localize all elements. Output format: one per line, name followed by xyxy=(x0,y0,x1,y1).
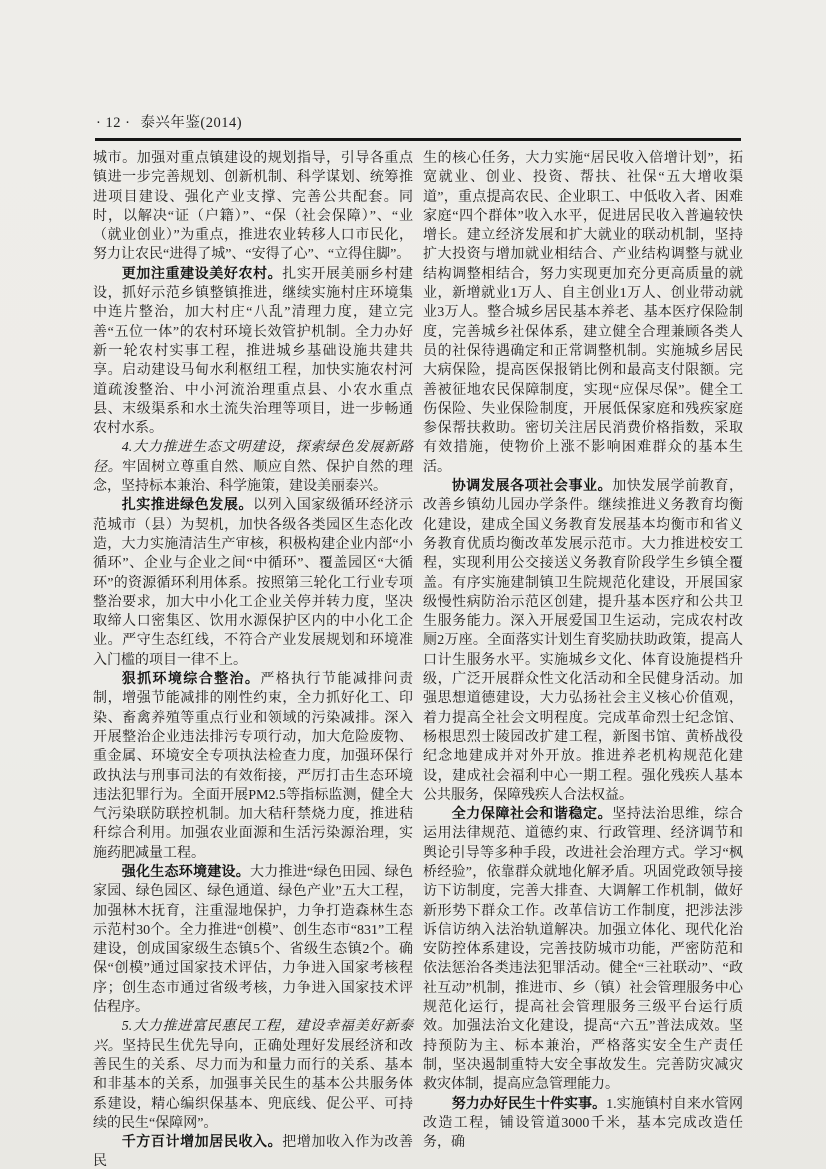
paragraph xyxy=(423,477,743,805)
paragraph xyxy=(423,1095,743,1153)
paragraph-text: 1.实施镇村自来水管网改造工程，铺设管道3000千米，基本完成改造任务，确 xyxy=(423,1096,744,1151)
paragraph xyxy=(93,670,413,863)
paragraph-text: 扎实开展美丽乡村建设，抓好示范乡镇整镇推进，继续实施村庄环境集中连片整治，加大村庄“八乱”清理力度，建立完善“五位一体”的农村环境长效管护机制。全力办好新一轮农村实事工程，推进城乡基础设施共建共享。启动建设马甸水利枢纽工程，加快实施农村河道疏浚整治、中小河流治理重点县、小农水重点县、末级渠系和水土流失治理等项目，进一步畅通农村水系。 xyxy=(93,266,414,437)
paragraph-lead: 千方百计增加居民收入。 xyxy=(121,1135,283,1151)
paragraph-lead: 狠抓环境综合整治。 xyxy=(121,672,261,688)
paragraph-lead: 扎实推进绿色发展。 xyxy=(121,498,254,514)
paragraph-text: 把增加收入作为改善民 xyxy=(93,1135,414,1169)
paragraph-text: 以列入国家级循环经济示范城市（县）为契机，加快各级各类园区生态化改造，大力实施清洁生产审核，积极构建企业内部“小循环”、企业与企业之间“中循环”、覆盖园区“大循环”的资源循环利用体系。按照第三轮化工行业专项整治要求，加大中小化工企业关停并转力度，坚决取缔人口密集区、饮用水源保护区内的中小化工企业。严守生态红线，不符合产业发展规划和环境准入门槛的项目一律不上。 xyxy=(93,498,414,668)
paragraph xyxy=(93,863,413,1017)
paragraph-text: 严格执行节能减排问责制，增强节能减排的刚性约束，全力抓好化工、印染、畜禽养殖等重点行业和领域的污染减排。深入开展整治企业违法排污专项行动，加大危险废物、重金属、环境安全专项执法检查力度，加强环保行政执法与刑事司法的有效衔接，严厉打击生态环境违法犯罪行为。全面开展PM2.5等指标监测，健全大气污染联防联控机制。加大秸秆禁烧力度，推进秸秆综合利用。加强农业面源和生活污染源治理，实施药肥减量工程。 xyxy=(93,672,413,861)
paragraph-lead: 5.大力推进富民惠民工程，建设幸福美好新泰兴。 xyxy=(93,1019,413,1054)
page-header xyxy=(96,111,242,132)
paragraph xyxy=(93,496,413,670)
right-column xyxy=(423,149,743,1169)
paragraph xyxy=(93,1017,413,1133)
paragraph-lead: 强化生态环境建设。 xyxy=(121,864,250,880)
paragraph-lead: 努力办好民生十件实事。 xyxy=(451,1096,607,1112)
paragraph-lead: 更加注重建设美好农村。 xyxy=(121,266,283,282)
paragraph-lead: 全力保障社会和谐稳定。 xyxy=(451,807,613,823)
paragraph xyxy=(423,805,743,1094)
page-body xyxy=(93,149,743,1169)
paragraph-lead: 协调发展各项社会事业。 xyxy=(451,479,613,495)
paragraph-text: 坚持法治思维，综合运用法律规范、道德约束、行政管理、经济调节和舆论引导等多种手段，改进社会治理方式。学习“枫桥经验”，依靠群众就地化解矛盾。巩固党政领导接访下访制度，完善大排查、大调解工作机制，做好新形势下群众工作。改革信访工作制度，把涉法涉诉信访纳入法治轨道解决。加强立体化、现代化治安防控体系建设，完善技防城市功能，严密防范和依法惩治各类违法犯罪活动。健全“三社联动”、“政社互动”机制，推进市、乡（镇）社会管理服务中心规范化运行，提高社会管理服务三级平台运行质效。加强法治文化建设，提高“六五”普法成效。坚持预防为主、标本兼治，严格落实安全生产责任制，坚决遏制重特大安全事故发生。完善防灾减灾救灾体制，提高应急管理能力。 xyxy=(423,807,744,1093)
paragraph xyxy=(93,1133,413,1169)
paragraph-text: 牢固树立尊重自然、顺应自然、保护自然的理念，坚持标本兼治、科学施策，建设美丽泰兴。 xyxy=(93,459,414,495)
paragraph-text: 加快发展学前教育，改善乡镇幼儿园办学条件。继续推进义务教育均衡化建设，建成全国义务教育发展基本均衡市和省义务教育优质均衡改革发展示范市。大力推进校安工程，实现利用公交接送义务教育阶段学生乡镇全覆盖。有序实施建制镇卫生院规范化建设，开展国家级慢性病防治示范区创建，提升基本医疗和公共卫生服务能力。深入开展爱国卫生运动，完成农村改厕2万座。全面落实计划生育奖励扶助政策，提高人口计生服务水平。实施城乡文化、体育设施提档升级，广泛开展群众性文化活动和全民健身活动。加强思想道德建设，大力弘扬社会主义核心价值观，着力提高全社会文明程度。完成革命烈士纪念馆、杨根思烈士陵园改扩建工程，新图书馆、黄桥战役纪念地建成并对外开放。推进养老机构规范化建设，建成社会福利中心一期工程。强化残疾人基本公共服务，保障残疾人合法权益。 xyxy=(423,479,744,803)
paragraph-lead: 4.大力推进生态文明建设，探索绿色发展新路径。 xyxy=(93,440,413,475)
page-number: · 12 · xyxy=(96,115,131,131)
paragraph xyxy=(93,149,413,265)
paragraph-text: 大力推进“绿色田园、绿色家园、绿色园区、绿色通道、绿色产业”五大工程，加强林木抚育，注重湿地保护，力争打造森林生态示范村30个。全力推进“创模”、创生态市“831”工程建设，创成国家级生态镇5个、省级生态镇2个。确保“创模”通过国家技术评估，力争进入国家考核程序；创生态市通过省级考核，力争进入国家技术评估程序。 xyxy=(93,864,413,1016)
paragraph xyxy=(93,438,413,496)
left-column xyxy=(93,149,413,1169)
paragraph-text: 城市。加强对重点镇建设的规划指导，引导各重点镇进一步完善规划、创新机制、科学谋划、统筹推进项目建设、强化产业支撑、完善公共配套。同时，以解决“证（户籍）”、“保（社会保障）”、“业（就业创业）”为重点，推进农业转移人口市民化，努力让农民“进得了城”、“安得了心”、“立得住脚”。 xyxy=(93,151,413,263)
paragraph xyxy=(93,265,413,439)
book-title: 泰兴年鉴(2014) xyxy=(140,115,243,131)
header-rule xyxy=(95,138,741,141)
paragraph-text: 坚持民生优先导向，正确处理好发展经济和改善民生的关系、尽力而为和量力而行的关系、基本和非基本的关系，加强事关民生的基本公共服务体系建设，精心编织保基本、兜底线、促公平、可持续的民生“保障网”。 xyxy=(93,1038,414,1131)
paragraph xyxy=(423,149,743,477)
paragraph-text: 生的核心任务，大力实施“居民收入倍增计划”，拓宽就业、创业、投资、帮扶、社保“五大增收渠道”，重点提高农民、企业职工、中低收入者、困难家庭“四个群体”收入水平，促进居民收入普遍较快增长。建立经济发展和扩大就业的联动机制，坚持扩大投资与增加就业相结合、产业结构调整与就业结构调整相结合，努力实现更加充分更高质量的就业，新增就业1万人、自主创业1万人、创业带动就业3万人。整合城乡居民基本养老、基本医疗保险制度，完善城乡社保体系，建立健全合理兼顾各类人员的社保待遇确定和正常调整机制。实施城乡居民大病保险，提高医保报销比例和最高支付限额。完善被征地农民保障制度，实现“应保尽保”。健全工伤保险、失业保险制度，开展低保家庭和残疾家庭参保帮扶救助。密切关注居民消费价格指数，采取有效措施，使物价上涨不影响困难群众的基本生活。 xyxy=(423,151,743,475)
